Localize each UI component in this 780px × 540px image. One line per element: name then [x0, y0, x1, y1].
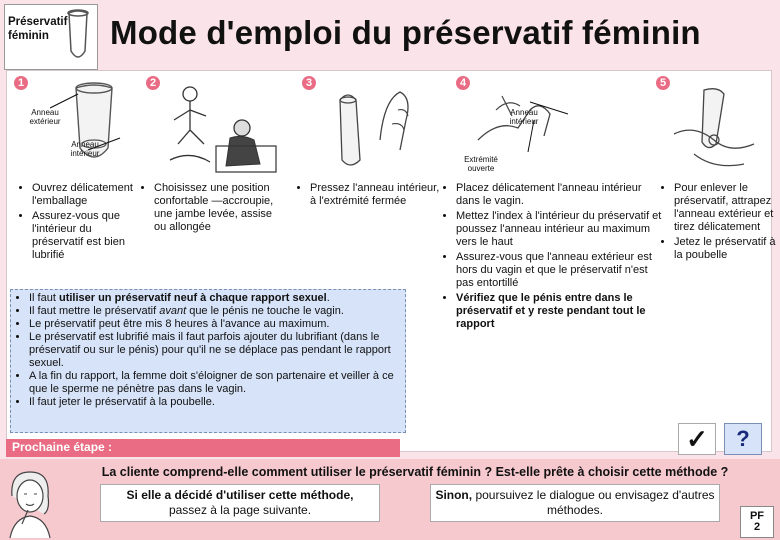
condom-icon [63, 7, 93, 65]
help-button[interactable]: ? [724, 423, 762, 455]
page-title: Mode d'emploi du préservatif féminin [110, 14, 701, 51]
list-item: • Assurez-vous que l'anneau extérieur est hors du vagin et que le préservatif n'est pas entortillé [456, 251, 662, 290]
step-5-instructions [662, 182, 780, 264]
label-inner-ring: Anneau intérieur [70, 140, 100, 158]
squeeze-ring-illustration [320, 80, 430, 175]
list-item: • Assurez-vous que l'intérieur du préservatif est bien lubrifié [32, 210, 144, 262]
step-number-3: 3 [302, 76, 316, 90]
logo-title: Préservatif féminin [8, 16, 68, 42]
choice-no[interactable]: Sinon, poursuivez le dialogue ou envisagez d'autres méthodes. [430, 484, 720, 522]
list-item: • Choisissez une position confortable —accroupie, une jambe levée, assise ou allongée [154, 182, 278, 234]
list-item: • Jetez le préservatif à la poubelle [674, 236, 780, 262]
list-item: • A la fin du rapport, la femme doit s'éloigner de son partenaire et veiller à ce que le sperme ne pénètre pas dans le vagin. [29, 370, 397, 396]
next-step-label: Prochaine étape : [6, 439, 400, 457]
list-item: • Placez délicatement l'anneau intérieur dans le vagin. [456, 182, 662, 208]
list-item: • Il faut mettre le préservatif avant que le pénis ne touche le vagin. [29, 305, 397, 318]
removal-illustration [664, 84, 770, 180]
step-1-instructions [20, 182, 144, 264]
list-item: • Il faut jeter le préservatif à la poubelle. [29, 396, 397, 409]
step-number-4: 4 [456, 76, 470, 90]
list-item: • Pressez l'anneau intérieur, à l'extrémité fermée [310, 182, 440, 208]
list-item: • Mettez l'index à l'intérieur du préservatif et poussez l'anneau intérieur au maximum vers le haut [456, 210, 662, 249]
step-4-instructions [444, 182, 662, 333]
positions-illustration [160, 80, 280, 180]
step-number-2: 2 [146, 76, 160, 90]
choice-yes[interactable]: Si elle a décidé d'utiliser cette méthode, passez à la page suivante. [100, 484, 380, 522]
client-question: La cliente comprend-elle comment utiliser le préservatif féminin ? Est-elle prête à choisir cette méthode ? [101, 465, 729, 479]
logo [4, 4, 98, 70]
check-icon[interactable]: ✓ [678, 423, 716, 455]
list-item: • Il faut utiliser un préservatif neuf à chaque rapport sexuel. [29, 292, 397, 305]
step-2-instructions [142, 182, 278, 236]
list-item: • Pour enlever le préservatif, attrapez l'anneau extérieur et tirez délicatement [674, 182, 780, 234]
info-box [10, 289, 406, 433]
list-item: • Le préservatif est lubrifié mais il faut parfois ajouter du lubrifiant (dans le préservatif ou sur le pénis) pour qu'il ne se déplace pas pendant le rapport sexuel. [29, 331, 397, 370]
label-outer-ring: Anneau extérieur [29, 108, 61, 126]
list-item: • Le préservatif peut être mis 8 heures à l'avance au maximum. [29, 318, 397, 331]
step-3-instructions [298, 182, 440, 210]
page-code: PF 2 [740, 506, 774, 538]
step-number-1: 1 [14, 76, 28, 90]
list-item: • Ouvrez délicatement l'emballage [32, 182, 144, 208]
label-open-end: Extrémité ouverte [464, 155, 498, 173]
counselor-icon [4, 466, 56, 538]
list-item-important: • Vérifiez que le pénis entre dans le préservatif et y reste pendant tout le rapport [456, 292, 662, 331]
step-number-5: 5 [656, 76, 670, 90]
label-inner-ring: Anneau intérieur [509, 108, 539, 126]
